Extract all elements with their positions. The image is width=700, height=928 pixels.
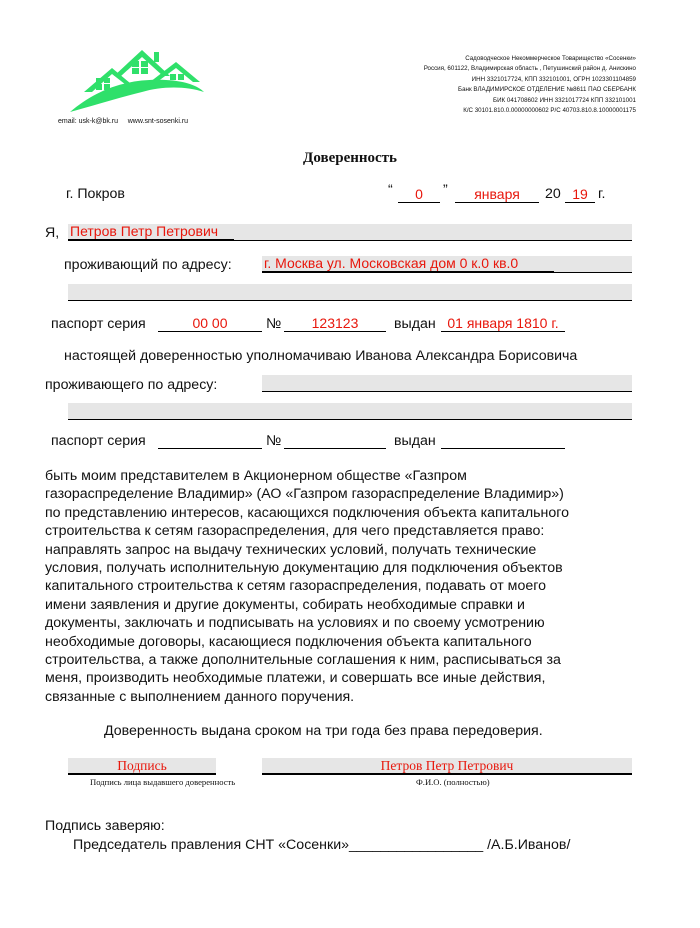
organization-details: [306, 54, 636, 116]
body-line: связанные с выполнением данного поручения.: [45, 688, 355, 705]
body-line: капитального строительства к сетям газораспределения, подавать от моего: [45, 578, 546, 595]
principal-address-line-2[interactable]: [68, 284, 632, 301]
principal-passport-label: паспорт серия: [51, 316, 146, 332]
principal-prefix: Я,: [45, 225, 60, 241]
attorney-address-label: проживающего по адресу:: [45, 377, 218, 393]
date-year-field[interactable]: 19: [565, 187, 595, 203]
attorney-statement: настоящей доверенностью уполномачиваю Иванова Александра Борисовича: [64, 348, 578, 364]
body-line: меня, производить необходимые платежи, и совершать все иные действия,: [45, 670, 546, 687]
body-line: быть моим представителем в Акционерном обществе «Газпром: [45, 468, 467, 484]
signature-field[interactable]: Подпись: [68, 758, 216, 774]
place: г. Покров: [66, 186, 125, 202]
website-text: www.snt-sosenki.ru: [127, 118, 189, 125]
date-close-quote: ”: [443, 182, 448, 198]
date-day-field[interactable]: 0: [398, 187, 440, 203]
fio-caption: Ф.И.О. (полностью): [416, 777, 490, 787]
date-year-prefix: 20: [545, 186, 561, 202]
body-line: газораспределение Владимир» (АО «Газпром газораспределение Владимир»): [45, 486, 564, 503]
body-line: документы, заключать и подписывать на условиях и по своему усмотрению: [45, 615, 545, 632]
principal-passport-number-field[interactable]: 123123: [284, 316, 386, 332]
org-line: Садоводческое Некоммерческое Товарищество «Сосенки»: [465, 55, 636, 62]
date-month-field[interactable]: января: [455, 187, 539, 203]
year-abbr: г.: [598, 186, 606, 202]
body-line: строительства, а также дополнительные соглашения к ним, расписываться за: [45, 652, 561, 669]
signature-caption: Подпись лица выдавшего доверенность: [90, 777, 236, 787]
email-text: email: usk-k@bk.ru: [58, 118, 119, 125]
attorney-number-sign: №: [266, 433, 282, 449]
body-line: направлять запрос на выдачу технических условий, получать технические: [45, 541, 537, 558]
principal-issued-field[interactable]: 01 января 1810 г.: [441, 316, 565, 332]
fio-field[interactable]: Петров Петр Петрович: [262, 758, 632, 774]
org-line: Россия, 601122, Владимирская область , Петушинский район д. Анискино: [423, 65, 636, 73]
date-open-quote: “: [388, 182, 393, 198]
body-line: необходимые договоры, касающиеся подключения объекта капитального: [45, 633, 532, 650]
attorney-address-field[interactable]: [262, 375, 632, 392]
certify-label: Подпись заверяю:: [45, 818, 165, 834]
principal-address-field[interactable]: г. Москва ул. Московская дом 0 к.0 кв.0: [262, 256, 554, 272]
contact-line: [58, 118, 188, 125]
attorney-issued-label: выдан: [394, 433, 436, 449]
org-line: Банк ВЛАДИМИРСКОЕ ОТДЕЛЕНИЕ №8611 ПАО СБЕРБАНК: [458, 86, 636, 94]
org-line: К/С 30101.810.0.00000000602 Р/С 40703.810.8.10000001175: [463, 107, 636, 115]
body-line: условия, получать исполнительную документацию для подключения объектов: [45, 560, 563, 577]
principal-issued-label: выдан: [394, 316, 436, 332]
principal-name-field[interactable]: Петров Петр Петрович: [68, 224, 234, 240]
body-line: строительства к сетям газораспределения, для чего представляется право:: [45, 523, 545, 540]
body-line: по представлению интересов, касающихся подключения объекта капитального: [45, 504, 570, 521]
principal-address-label: проживающий по адресу:: [64, 257, 232, 273]
principal-number-sign: №: [266, 316, 282, 332]
org-line: ИНН 3321017724, КПП 332101001, ОГРН 1023301104859: [471, 75, 636, 83]
principal-passport-series-field[interactable]: 00 00: [158, 316, 262, 332]
org-line: БИК 041708602 ИНН 3321017724 КПП 332101001: [493, 96, 636, 104]
chairman-line: Председатель правления СНТ «Сосенки»_________________ /А.Б.Иванов/: [73, 837, 571, 853]
term-statement: Доверенность выдана сроком на три года без права передоверия.: [104, 723, 543, 739]
document-title: Доверенность: [303, 150, 397, 166]
attorney-passport-series-field[interactable]: [158, 433, 262, 449]
attorney-passport-label: паспорт серия: [51, 433, 146, 449]
attorney-passport-number-field[interactable]: [284, 433, 386, 449]
power-of-attorney-text: [45, 467, 645, 706]
body-line: имени заявления и другие документы, собирать необходимые справки и: [45, 596, 525, 613]
attorney-issued-field[interactable]: [441, 433, 565, 449]
snt-logo: [66, 40, 206, 120]
attorney-address-line-2[interactable]: [68, 403, 632, 420]
